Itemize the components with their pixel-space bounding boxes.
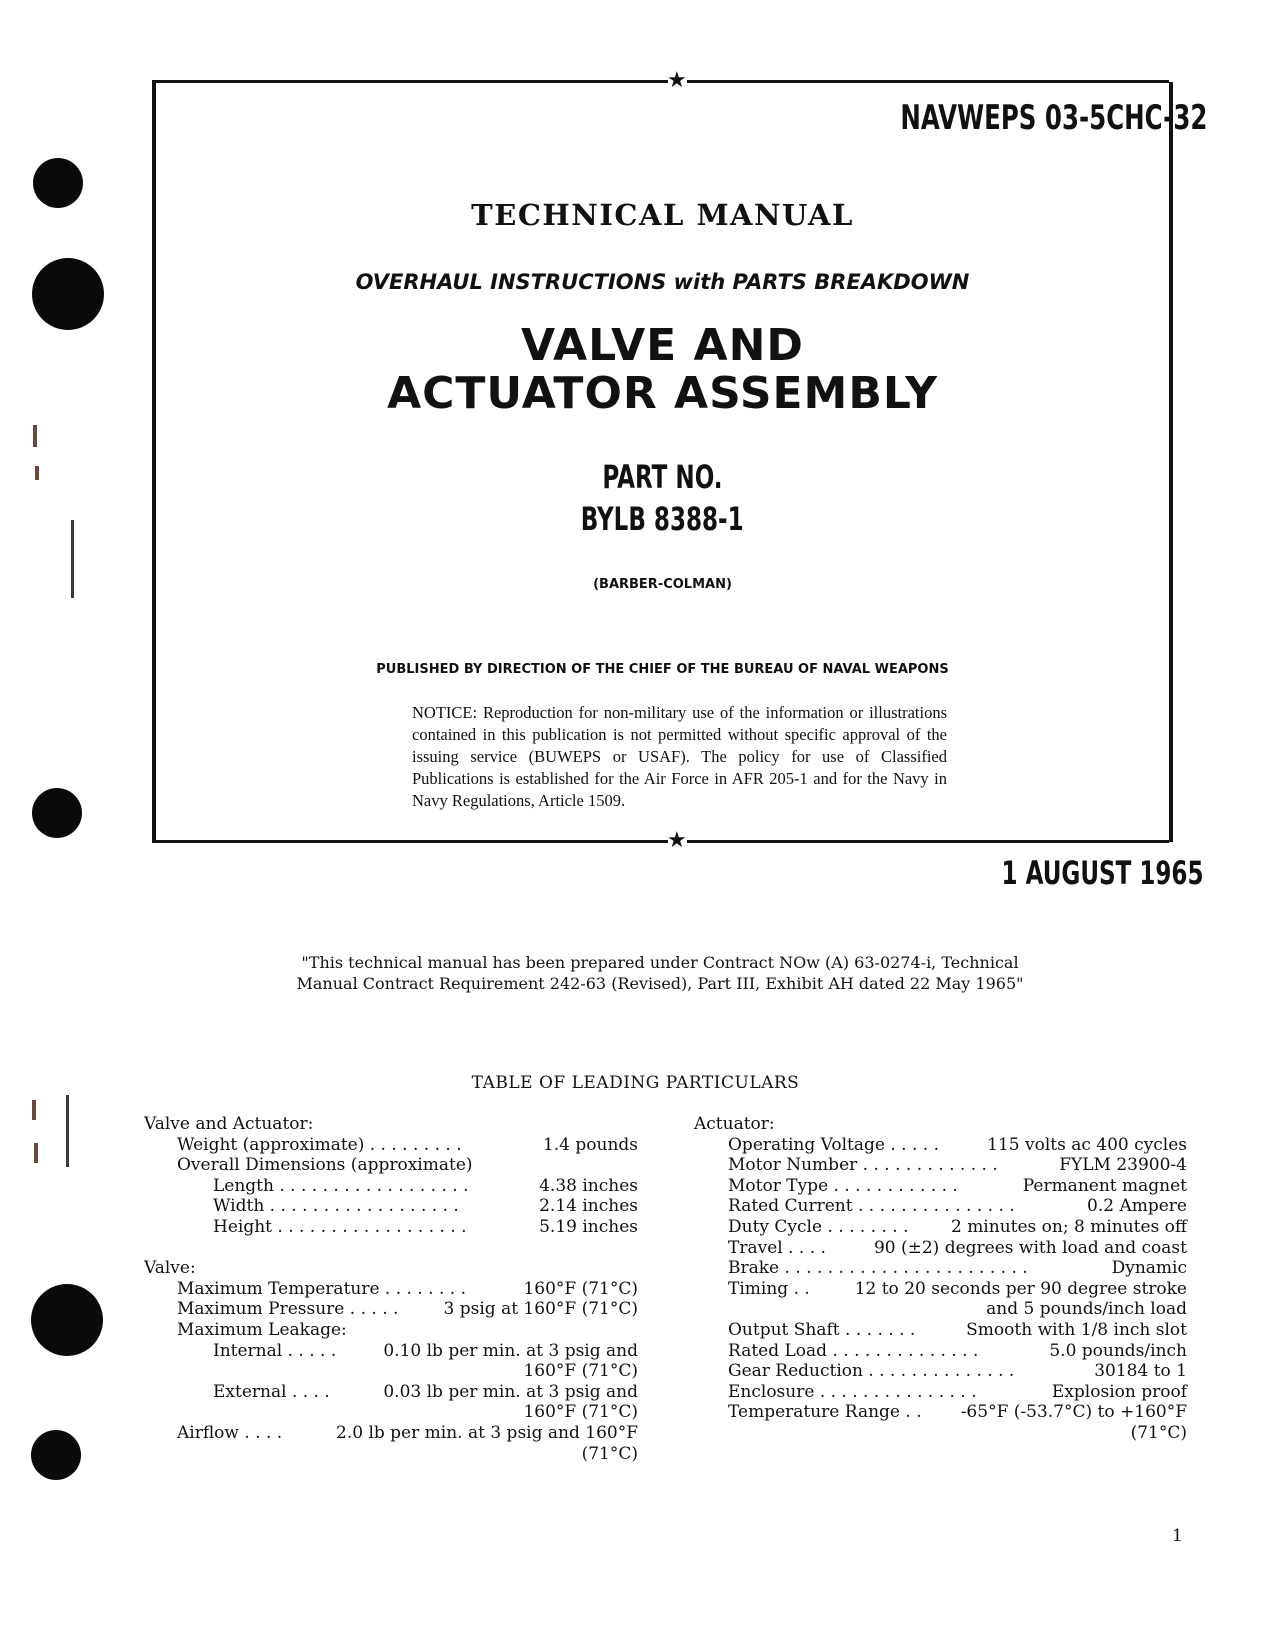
particular-row: Brake . . . . . . . . . . . . . . . . . . . . . . . Dynamic <box>728 1258 1187 1279</box>
star-icon: ★ <box>667 828 687 853</box>
particular-row: Enclosure . . . . . . . . . . . . . . . Explosion proof <box>728 1381 1187 1402</box>
particular-row: Gear Reduction . . . . . . . . . . . . . . 30184 to 1 <box>728 1361 1187 1382</box>
particular-row: Internal . . . . . 0.10 lb per min. at 3 psig and <box>213 1340 638 1361</box>
part-label: PART NO. <box>602 458 723 496</box>
particular-row: 160°F (71°C) <box>523 1361 638 1382</box>
binder-stain <box>35 466 39 480</box>
manual-subtitle: OVERHAUL INSTRUCTIONS with PARTS BREAKDOWN <box>355 270 970 294</box>
manual-type: TECHNICAL MANUAL <box>471 198 854 232</box>
binder-hole <box>31 1284 103 1356</box>
particulars-title: TABLE OF LEADING PARTICULARS <box>471 1073 800 1093</box>
part-number: BYLB 8388-1 <box>581 500 744 538</box>
frame-top-line <box>152 80 668 83</box>
binder-stain <box>66 1095 69 1167</box>
published-by: PUBLISHED BY DIRECTION OF THE CHIEF OF THE BUREAU OF NAVAL WEAPONS <box>376 662 949 677</box>
contract-note <box>280 952 1040 994</box>
particular-row: Height . . . . . . . . . . . . . . . . . . 5.19 inches <box>213 1216 638 1237</box>
binder-stain <box>33 425 37 447</box>
particular-row: Rated Load . . . . . . . . . . . . . . 5.0 pounds/inch <box>728 1340 1187 1361</box>
particular-row: External . . . . 0.03 lb per min. at 3 psig and <box>213 1381 638 1402</box>
particular-row: Motor Number . . . . . . . . . . . . . FYLM 23900-4 <box>728 1155 1187 1176</box>
reproduction-notice: NOTICE: Reproduction for non-military use of the information or illustrations contained in this publication is not permitted without specific approval of the issuing service (BUWEPS or USAF). The policy for use of Classified Publications is established for the Air Force in AFR 205-1 and for the Navy in Navy Regulations, Article 1509. <box>412 703 947 810</box>
contract-note-line: Manual Contract Requirement 242-63 (Revised), Part III, Exhibit AH dated 22 May 1965" <box>296 974 1024 993</box>
particulars-left-column <box>144 1114 638 1464</box>
page-number: 1 <box>1172 1526 1183 1546</box>
particular-row: Duty Cycle . . . . . . . . 2 minutes on; 8 minutes off <box>728 1216 1187 1237</box>
particular-row: 160°F (71°C) <box>523 1402 638 1423</box>
contract-note-line: "This technical manual has been prepared under Contract NOw (A) 63-0274-i, Technical <box>301 953 1019 972</box>
particular-row: Overall Dimensions (approximate) <box>177 1155 473 1176</box>
particular-row: Length . . . . . . . . . . . . . . . . . . 4.38 inches <box>213 1175 638 1196</box>
frame-bottom-line <box>687 840 1169 843</box>
section-heading: Actuator: <box>694 1114 775 1134</box>
particular-row: and 5 pounds/inch load <box>986 1299 1187 1320</box>
particular-row: Timing . . 12 to 20 seconds per 90 degree stroke <box>728 1278 1187 1299</box>
particular-row: (71°C) <box>1130 1422 1187 1443</box>
main-title-line-2: ACTUATOR ASSEMBLY <box>387 368 938 419</box>
section-heading: Valve and Actuator: <box>144 1114 314 1134</box>
particular-row: Maximum Pressure . . . . . 3 psig at 160°F (71°C) <box>177 1299 638 1320</box>
section-heading: Valve: <box>144 1258 196 1279</box>
binder-stain <box>32 1100 36 1120</box>
frame-top-line <box>687 80 1169 83</box>
particular-row: Temperature Range . . -65°F (-53.7°C) to +160°F <box>728 1402 1187 1423</box>
star-icon: ★ <box>667 68 687 93</box>
binder-hole <box>32 788 82 838</box>
particular-row: Motor Type . . . . . . . . . . . . Permanent magnet <box>728 1175 1187 1196</box>
particular-row: Weight (approximate) . . . . . . . . . 1.4 pounds <box>177 1134 638 1155</box>
binder-hole <box>31 1430 81 1480</box>
document-number: NAVWEPS 03-5CHC-32 <box>900 98 1208 138</box>
particular-row: Airflow . . . . 2.0 lb per min. at 3 psig and 160°F <box>177 1422 638 1443</box>
particular-row: (71°C) <box>581 1443 638 1464</box>
binder-stain <box>34 1143 38 1163</box>
particulars-right-column <box>694 1114 1187 1444</box>
particular-row: Travel . . . . 90 (±2) degrees with load and coast <box>728 1237 1187 1258</box>
particular-row: Rated Current . . . . . . . . . . . . . . . 0.2 Ampere <box>728 1196 1187 1217</box>
binder-hole <box>32 258 104 330</box>
spacer <box>144 1238 638 1259</box>
publication-date: 1 AUGUST 1965 <box>1001 854 1203 892</box>
main-title-line-1: VALVE AND <box>521 320 804 371</box>
manufacturer: (BARBER-COLMAN) <box>593 577 732 592</box>
binder-stain <box>71 520 74 598</box>
particular-row: Output Shaft . . . . . . . Smooth with 1/8 inch slot <box>728 1319 1187 1340</box>
binder-hole <box>33 158 83 208</box>
particular-row: Width . . . . . . . . . . . . . . . . . . 2.14 inches <box>213 1196 638 1217</box>
frame-bottom-line <box>152 840 668 843</box>
particular-row: Maximum Leakage: <box>177 1319 347 1340</box>
particular-row: Maximum Temperature . . . . . . . . 160°F (71°C) <box>177 1278 638 1299</box>
particular-row: Operating Voltage . . . . . 115 volts ac 400 cycles <box>728 1134 1187 1155</box>
